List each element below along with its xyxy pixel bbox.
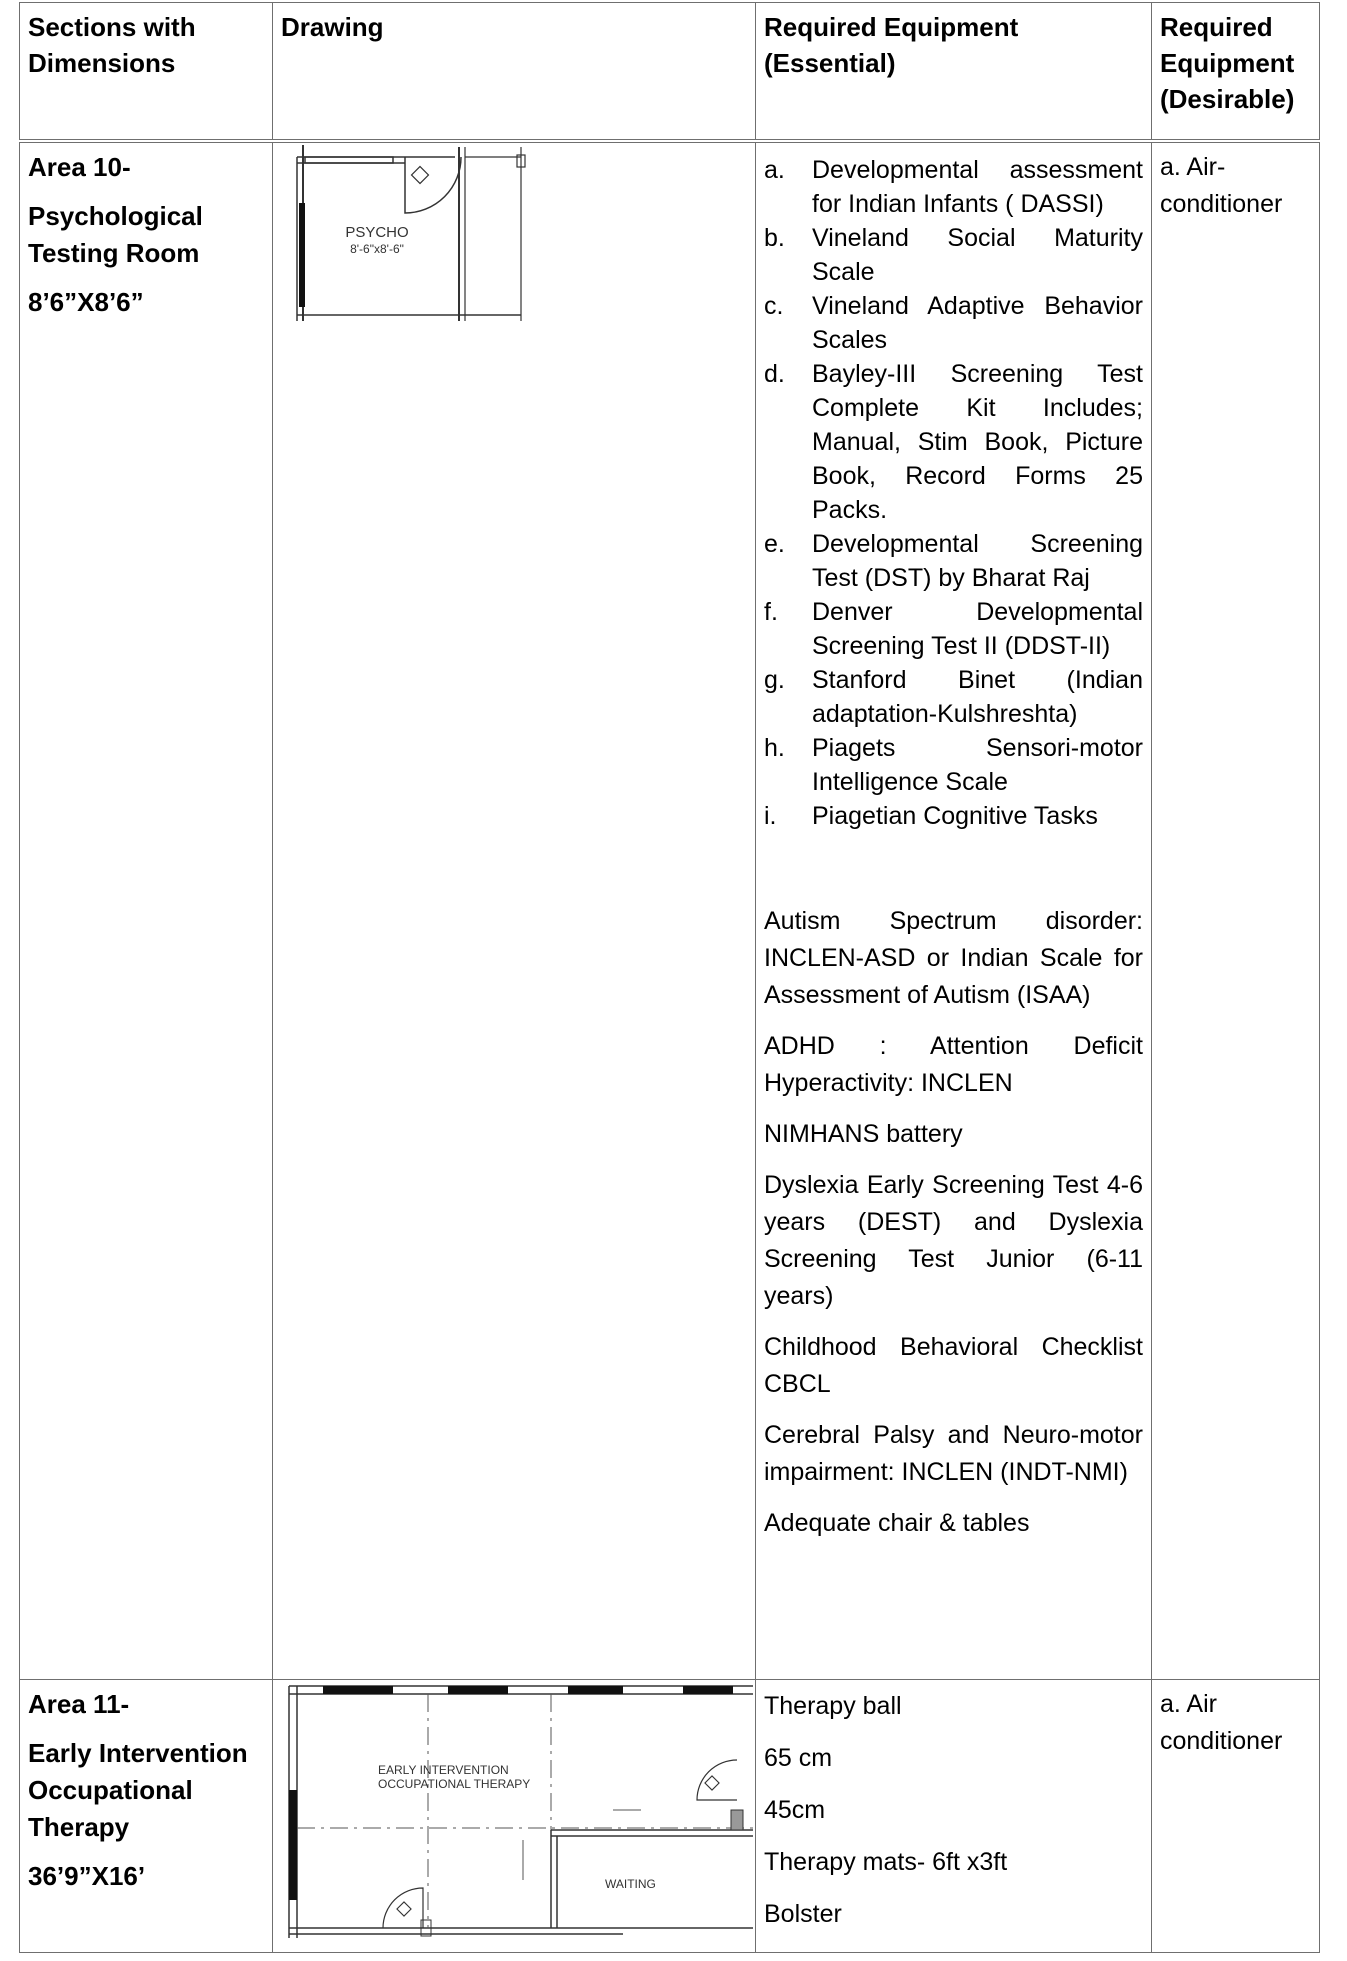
floor-plan-early-intervention: [283, 1680, 753, 1938]
desirable-cell-area-10: a. Air-conditioner: [1152, 141, 1320, 1679]
list-item: e. Developmental Screening Test (DST) by Bharat Raj: [764, 530, 1143, 592]
list-item: c. Vineland Adaptive Behavior Scales: [764, 292, 1143, 354]
equipment-item: Bolster: [764, 1899, 842, 1928]
list-item: d. Bayley-III Screening Test Complete Kit Includes; Manual, Stim Book, Picture Book, Record Forms 25 Packs.: [764, 360, 1143, 524]
equipment-item: 65 cm: [764, 1743, 833, 1772]
paragraph-chairs: Adequate chair & tables: [764, 1509, 1030, 1537]
equipment-item: 45cm: [764, 1795, 826, 1824]
list-item: h. Piagets Sensori-motor Intelligence Scale: [764, 734, 1143, 796]
row-area-10: [20, 141, 1320, 1679]
paragraph-cerebral-palsy: Cerebral Palsy and Neuro-motor impairment: INCLEN (INDT-NMI): [764, 1421, 1143, 1486]
area-title: Area 10-: [28, 152, 131, 182]
plan-label-psycho: PSYCHO: [345, 224, 409, 241]
drawing-cell-area-10: [273, 141, 756, 1679]
header-drawing: Drawing: [273, 3, 756, 142]
floor-plan-psycho: [285, 143, 545, 323]
plan-label-line1: EARLY INTERVENTION: [378, 1762, 509, 1777]
essential-cell-area-10: [756, 141, 1152, 1679]
area-dimensions: 8’6”X8’6”: [28, 287, 144, 317]
plan-label-waiting: WAITING: [605, 1876, 656, 1891]
section-cell-area-10: [20, 141, 273, 1679]
header-row: [20, 3, 1320, 142]
row-area-11: [20, 1679, 1320, 1952]
header-desirable: Required Equipment (Desirable): [1152, 3, 1320, 142]
plan-label-line2: OCCUPATIONAL THERAPY: [378, 1776, 531, 1791]
area-name: Psychological Testing Room: [28, 201, 203, 268]
paragraph-dyslexia: Dyslexia Early Screening Test 4-6 years (DEST) and Dyslexia Screening Test Junior (6-11 years): [764, 1171, 1143, 1310]
section-cell-area-11: [20, 1679, 273, 1952]
area-dimensions: 36’9”X16’: [28, 1860, 146, 1891]
list-item: a. Developmental assessment for Indian Infants ( DASSI): [764, 156, 1143, 218]
list-item: b. Vineland Social Maturity Scale: [764, 224, 1143, 286]
equipment-item: Therapy ball: [764, 1691, 902, 1720]
list-item: i. Piagetian Cognitive Tasks: [764, 802, 1098, 830]
paragraph-adhd: ADHD : Attention Deficit Hyperactivity: INCLEN: [764, 1032, 1143, 1097]
area-name: Early Intervention Occupational Therapy: [28, 1737, 248, 1842]
equipment-table: [19, 2, 1320, 1953]
header-sections: Sections with Dimensions: [20, 3, 273, 142]
drawing-cell-area-11: [273, 1679, 756, 1952]
paragraph-cbcl: Childhood Behavioral Checklist CBCL: [764, 1333, 1143, 1398]
list-item: g. Stanford Binet (Indian adaptation-Kulshreshta): [764, 666, 1143, 728]
paragraph-nimhans: NIMHANS battery: [764, 1120, 963, 1148]
header-essential: Required Equipment (Essential): [756, 3, 1152, 142]
area-title: Area 11-: [28, 1688, 130, 1719]
desirable-cell-area-11: a. Air conditioner: [1152, 1679, 1320, 1952]
equipment-item: Therapy mats- 6ft x3ft: [764, 1847, 1008, 1876]
essential-cell-area-11: [756, 1679, 1152, 1952]
list-item: f. Denver Developmental Screening Test II (DDST-II): [764, 598, 1143, 660]
paragraph-autism: Autism Spectrum disorder: INCLEN-ASD or Indian Scale for Assessment of Autism (ISAA): [764, 907, 1143, 1009]
equipment-list: [764, 153, 1143, 833]
plan-dims-psycho: 8'-6"x8'-6": [350, 242, 404, 256]
